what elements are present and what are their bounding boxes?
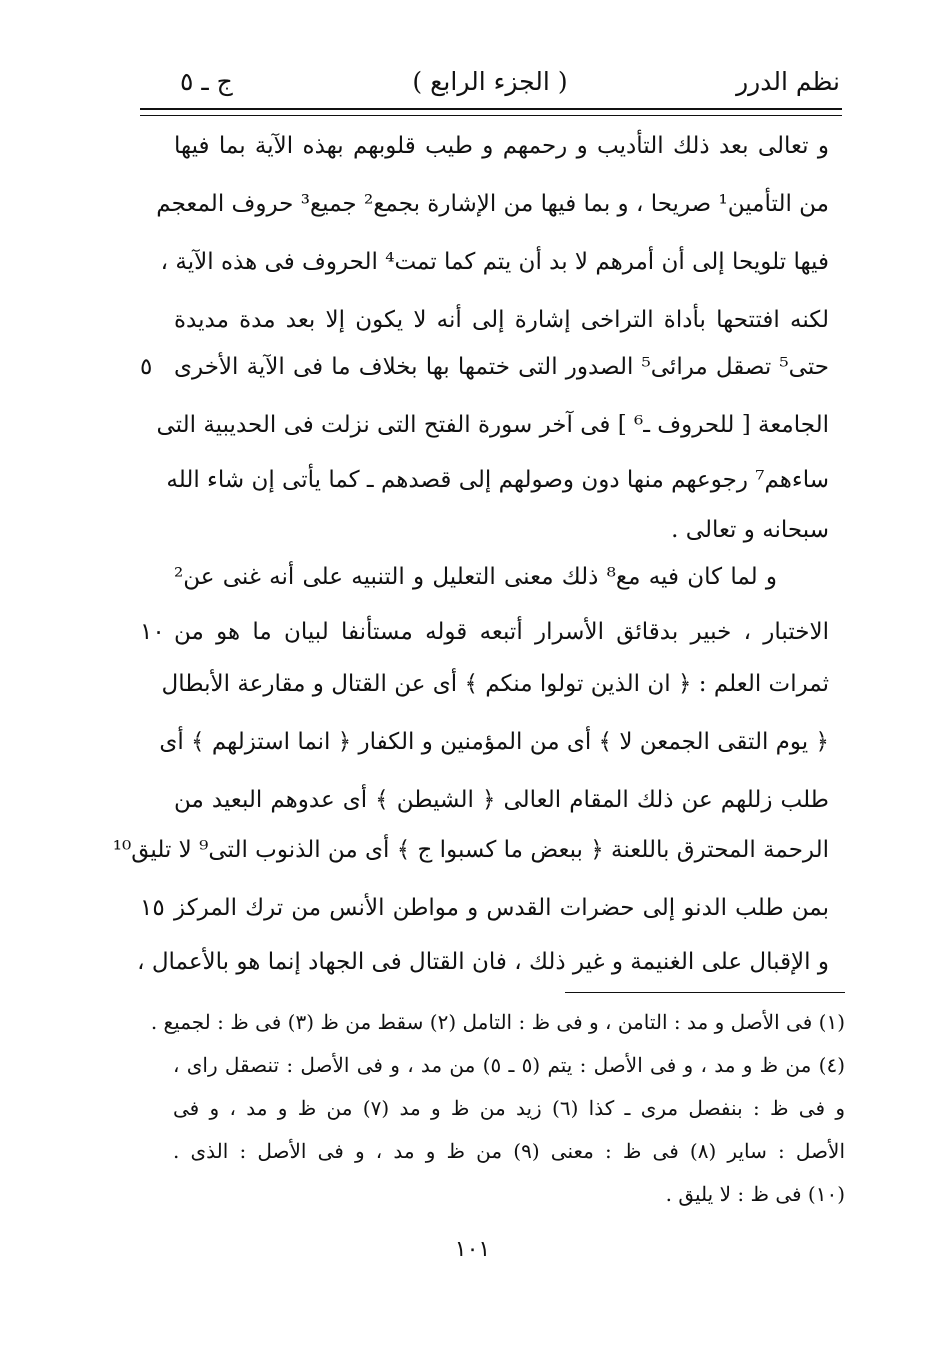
text-line: فيها تلويحا إلى أن أمرهم لا بد أن يتم كما تمت⁴ الحروف فى هذه الآية ، bbox=[160, 249, 829, 275]
text-line: و تعالى بعد ذلك التأديب و رحمهم و طيب قلوبهم بهذه الآية بما فيها bbox=[174, 133, 829, 159]
text-line: الجامعة [ للحروف ـ⁶ ] فى آخر سورة الفتح التى نزلت فى الحديبية التى bbox=[156, 412, 829, 438]
footnote-line: و فى ظ : بنفصل مرى ـ كذا (٦) زيد من ظ و مد (٧) من ظ و مد ، و فى bbox=[173, 1096, 845, 1120]
part-title: ( الجزء الرابع ) bbox=[412, 67, 568, 96]
footnote-rule bbox=[565, 992, 845, 993]
text-line: بمن طلب الدنو إلى حضرات القدس و مواطن الأنس من ترك المركز bbox=[174, 895, 829, 921]
text-line: الرحمة المحترق باللعنة ﴿ ببعض ما كسبوا ج ﴾ أى من الذنوب التى⁹ لا تليق¹⁰ bbox=[112, 837, 829, 863]
line-number: ٥ bbox=[140, 354, 153, 380]
text-line: و الإقبال على الغنيمة و غير ذلك ، فان القتال فى الجهاد إنما هو بالأعمال ، bbox=[137, 949, 829, 975]
footnote-line: (١) فى الأصل و مد : التامن ، و فى ظ : التامل (٢) سقط من ظ (٣) فى ظ : لجميع . bbox=[150, 1010, 845, 1034]
header-rule-thin bbox=[140, 115, 842, 116]
text-line: سبحانه و تعالى . bbox=[671, 517, 829, 543]
footnote-line: (٤) من ظ و مد ، و فى الأصل : يتم (٥ ـ ٥) من مد ، و فى الأصل : تنصقل راى ، bbox=[173, 1053, 845, 1077]
line-number: ١٥ bbox=[140, 895, 165, 921]
book-title: نظم الدرر bbox=[736, 67, 840, 96]
text-line: حتى⁵ تصقل مرائى⁵ الصدور التى ختمها بها بخلاف ما فى الآية الأخرى bbox=[174, 354, 829, 380]
line-number: ١٠ bbox=[140, 619, 165, 645]
volume-label: ج ـ ٥ bbox=[180, 67, 233, 96]
text-line: ساءهم⁷ رجوعهم منها دون وصولهم إلى قصدهم ـ كما يأتى إن شاء الله bbox=[166, 467, 829, 493]
running-header bbox=[140, 62, 840, 102]
text-line: الاختبار ، خبير بدقائق الأسرار أتبعه قوله مستأنفا لبيان ما هو من bbox=[174, 619, 829, 645]
page-number: ١٠١ bbox=[454, 1237, 491, 1262]
footnote-line: الأصل : ساير (٨) فى ظ : معنى (٩) من ظ و مد ، و فى الأصل : الذى . bbox=[173, 1139, 845, 1163]
text-line: ثمرات العلم : ﴿ ان الذين تولوا منكم ﴾ أى عن القتال و مقارعة الأبطال bbox=[161, 671, 829, 697]
footnote-line: (١٠) فى ظ : لا يليق . bbox=[665, 1182, 845, 1206]
text-line: لكنه افتتحها بأداة التراخى إشارة إلى أنه لا يكون إلا بعد مدة مديدة bbox=[174, 307, 829, 333]
text-line: و لما كان فيه مع⁸ ذلك معنى التعليل و التنبيه على أنه غنى عن² bbox=[174, 564, 778, 590]
header-rule-thick bbox=[140, 108, 842, 110]
text-line: من التأمين¹ صريحا ، و بما فيها من الإشارة بجمع² جميع³ حروف المعجم bbox=[156, 191, 829, 217]
text-line: ﴿ يوم التقى الجمعن لا ﴾ أى من المؤمنين و الكفار ﴿ انما استزلهم ﴾ أى bbox=[159, 729, 829, 755]
text-line: طلب زللهم عن ذلك المقام العالى ﴿ الشيطن ﴾ أى عدوهم البعيد من bbox=[174, 787, 829, 813]
